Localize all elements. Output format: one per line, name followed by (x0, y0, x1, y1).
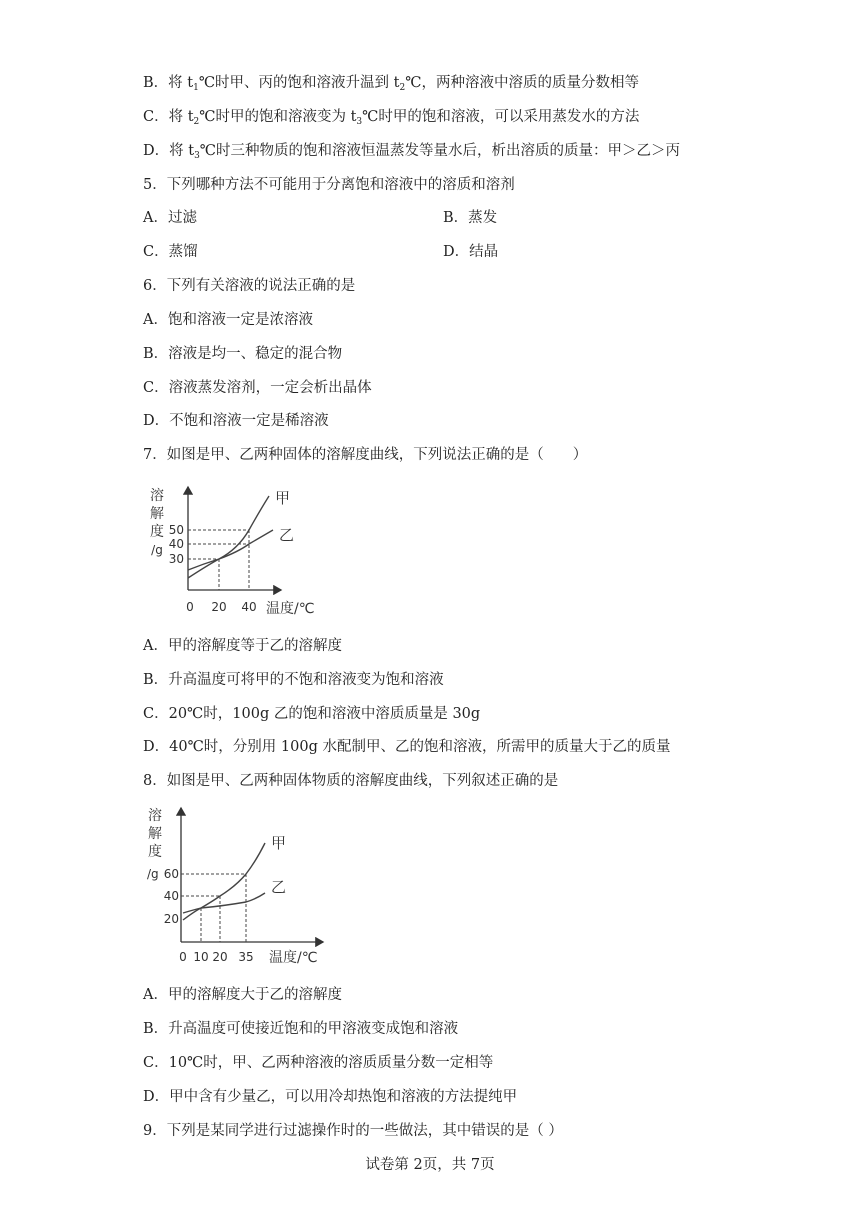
q5-stem: 5．下列哪种方法不可能用于分离饱和溶液中的溶质和溶剂 (143, 177, 515, 193)
q8-option-c: C．10℃时，甲、乙两种溶液的溶质质量分数一定相等 (143, 1055, 494, 1071)
q8-stem: 8．如图是甲、乙两种固体物质的溶解度曲线，下列叙述正确的是 (143, 773, 559, 789)
q8-xtick-35: 35 (238, 950, 254, 964)
q4c-text-1: C．将 t (143, 109, 194, 125)
q8-ytick-40: 40 (163, 889, 179, 903)
q7-series-jia-label: 甲 (275, 489, 291, 507)
q7-curve-yi (188, 530, 273, 570)
q8-series-jia-label: 甲 (271, 834, 287, 852)
q4b-sub-2: 2 (399, 83, 406, 93)
q6-option-d: D．不饱和溶液一定是稀溶液 (143, 413, 329, 429)
q8-ylabel-3: 度 (148, 844, 162, 860)
q4-option-c (143, 107, 639, 132)
q7-solubility-figure (143, 482, 328, 622)
q7-option-c: C．20℃时，100g 乙的饱和溶液中溶质质量是 30g (143, 706, 481, 722)
q4d-sub-1: 3 (194, 151, 200, 161)
q7-xtick-40: 40 (241, 600, 257, 614)
q8-ytick-20: 20 (163, 912, 179, 926)
q6-option-a: A．饱和溶液一定是浓溶液 (143, 312, 313, 328)
q7-xlabel: 温度/℃ (266, 601, 315, 617)
q7-option-d: D．40℃时，分别用 100g 水配制甲、乙的饱和溶液，所需甲的质量大于乙的质量 (143, 739, 671, 755)
page-footer: 试卷第 2页，共 7页 (365, 1157, 495, 1173)
q8-xlabel: 温度/℃ (269, 950, 318, 966)
q6-option-c: C．溶液蒸发溶剂，一定会析出晶体 (143, 380, 372, 396)
q4c-text-2: ℃时甲的饱和溶液变为 t (199, 109, 357, 125)
q7-xtick-0: 0 (186, 600, 194, 614)
q8-series-yi-label: 乙 (271, 878, 287, 896)
q7-option-a: A．甲的溶解度等于乙的溶解度 (143, 638, 342, 654)
q5-option-b: B．蒸发 (443, 210, 498, 226)
q8-ylabel-1: 溶 (148, 808, 162, 824)
q4b-text-3: ℃，两种溶液中溶质的质量分数相等 (405, 75, 639, 91)
q7-stem: 7．如图是甲、乙两种固体的溶解度曲线，下列说法正确的是（ ） (143, 447, 588, 463)
q5-option-c: C．蒸馏 (143, 244, 198, 260)
q8-option-b: B．升高温度可使接近饱和的甲溶液变成饱和溶液 (143, 1021, 459, 1037)
q7-ylabel-1: 溶 (150, 488, 164, 504)
q8-ylabel-4: /g (147, 867, 159, 881)
q8-ylabel-2: 解 (148, 826, 162, 842)
q4b-text-1: B．将 t (143, 75, 194, 91)
q7-xtick-20: 20 (211, 600, 227, 614)
q5-option-a: A．过滤 (143, 210, 197, 226)
q8-xtick-10: 10 (193, 950, 209, 964)
q8-xtick-0: 0 (179, 950, 187, 964)
q8-curve-jia (183, 843, 265, 920)
q7-ylabel-2: 解 (150, 506, 164, 522)
q4d-text-1: D．将 t (143, 143, 195, 159)
q5-option-d: D．结晶 (443, 244, 499, 260)
q7-ytick-30: 30 (168, 552, 184, 566)
q4-option-b (143, 73, 639, 98)
q4-option-d (143, 141, 680, 166)
q4b-sub-1: 1 (193, 83, 199, 93)
q4c-text-3: ℃时甲的饱和溶液，可以采用蒸发水的方法 (362, 109, 640, 125)
q7-ylabel-3: 度 (150, 524, 164, 540)
q4d-text-2: ℃时三种物质的饱和溶液恒温蒸发等量水后，析出溶质的质量：甲＞乙＞丙 (199, 143, 681, 159)
q8-option-d: D．甲中含有少量乙，可以用冷却热饱和溶液的方法提纯甲 (143, 1089, 518, 1105)
q8-option-a: A．甲的溶解度大于乙的溶解度 (143, 987, 342, 1003)
q7-series-yi-label: 乙 (279, 526, 295, 544)
q7-option-b: B．升高温度可将甲的不饱和溶液变为饱和溶液 (143, 672, 444, 688)
q8-curve-yi (183, 893, 265, 913)
q9-stem: 9．下列是某同学进行过滤操作时的一些做法，其中错误的是（ ） (143, 1123, 563, 1139)
q6-option-b: B．溶液是均一、稳定的混合物 (143, 346, 343, 362)
q7-ytick-40: 40 (168, 537, 184, 551)
q6-stem: 6．下列有关溶液的说法正确的是 (143, 278, 356, 294)
q4c-sub-1: 2 (193, 117, 200, 127)
q4c-sub-2: 3 (356, 117, 363, 127)
q8-xtick-20: 20 (212, 950, 228, 964)
q4b-text-2: ℃时甲、丙的饱和溶液升温到 t (198, 75, 400, 91)
q7-ylabel-4: /g (151, 543, 163, 557)
q8-ytick-60: 60 (163, 867, 179, 881)
q8-solubility-figure (143, 803, 338, 968)
q7-ytick-50: 50 (168, 523, 184, 537)
